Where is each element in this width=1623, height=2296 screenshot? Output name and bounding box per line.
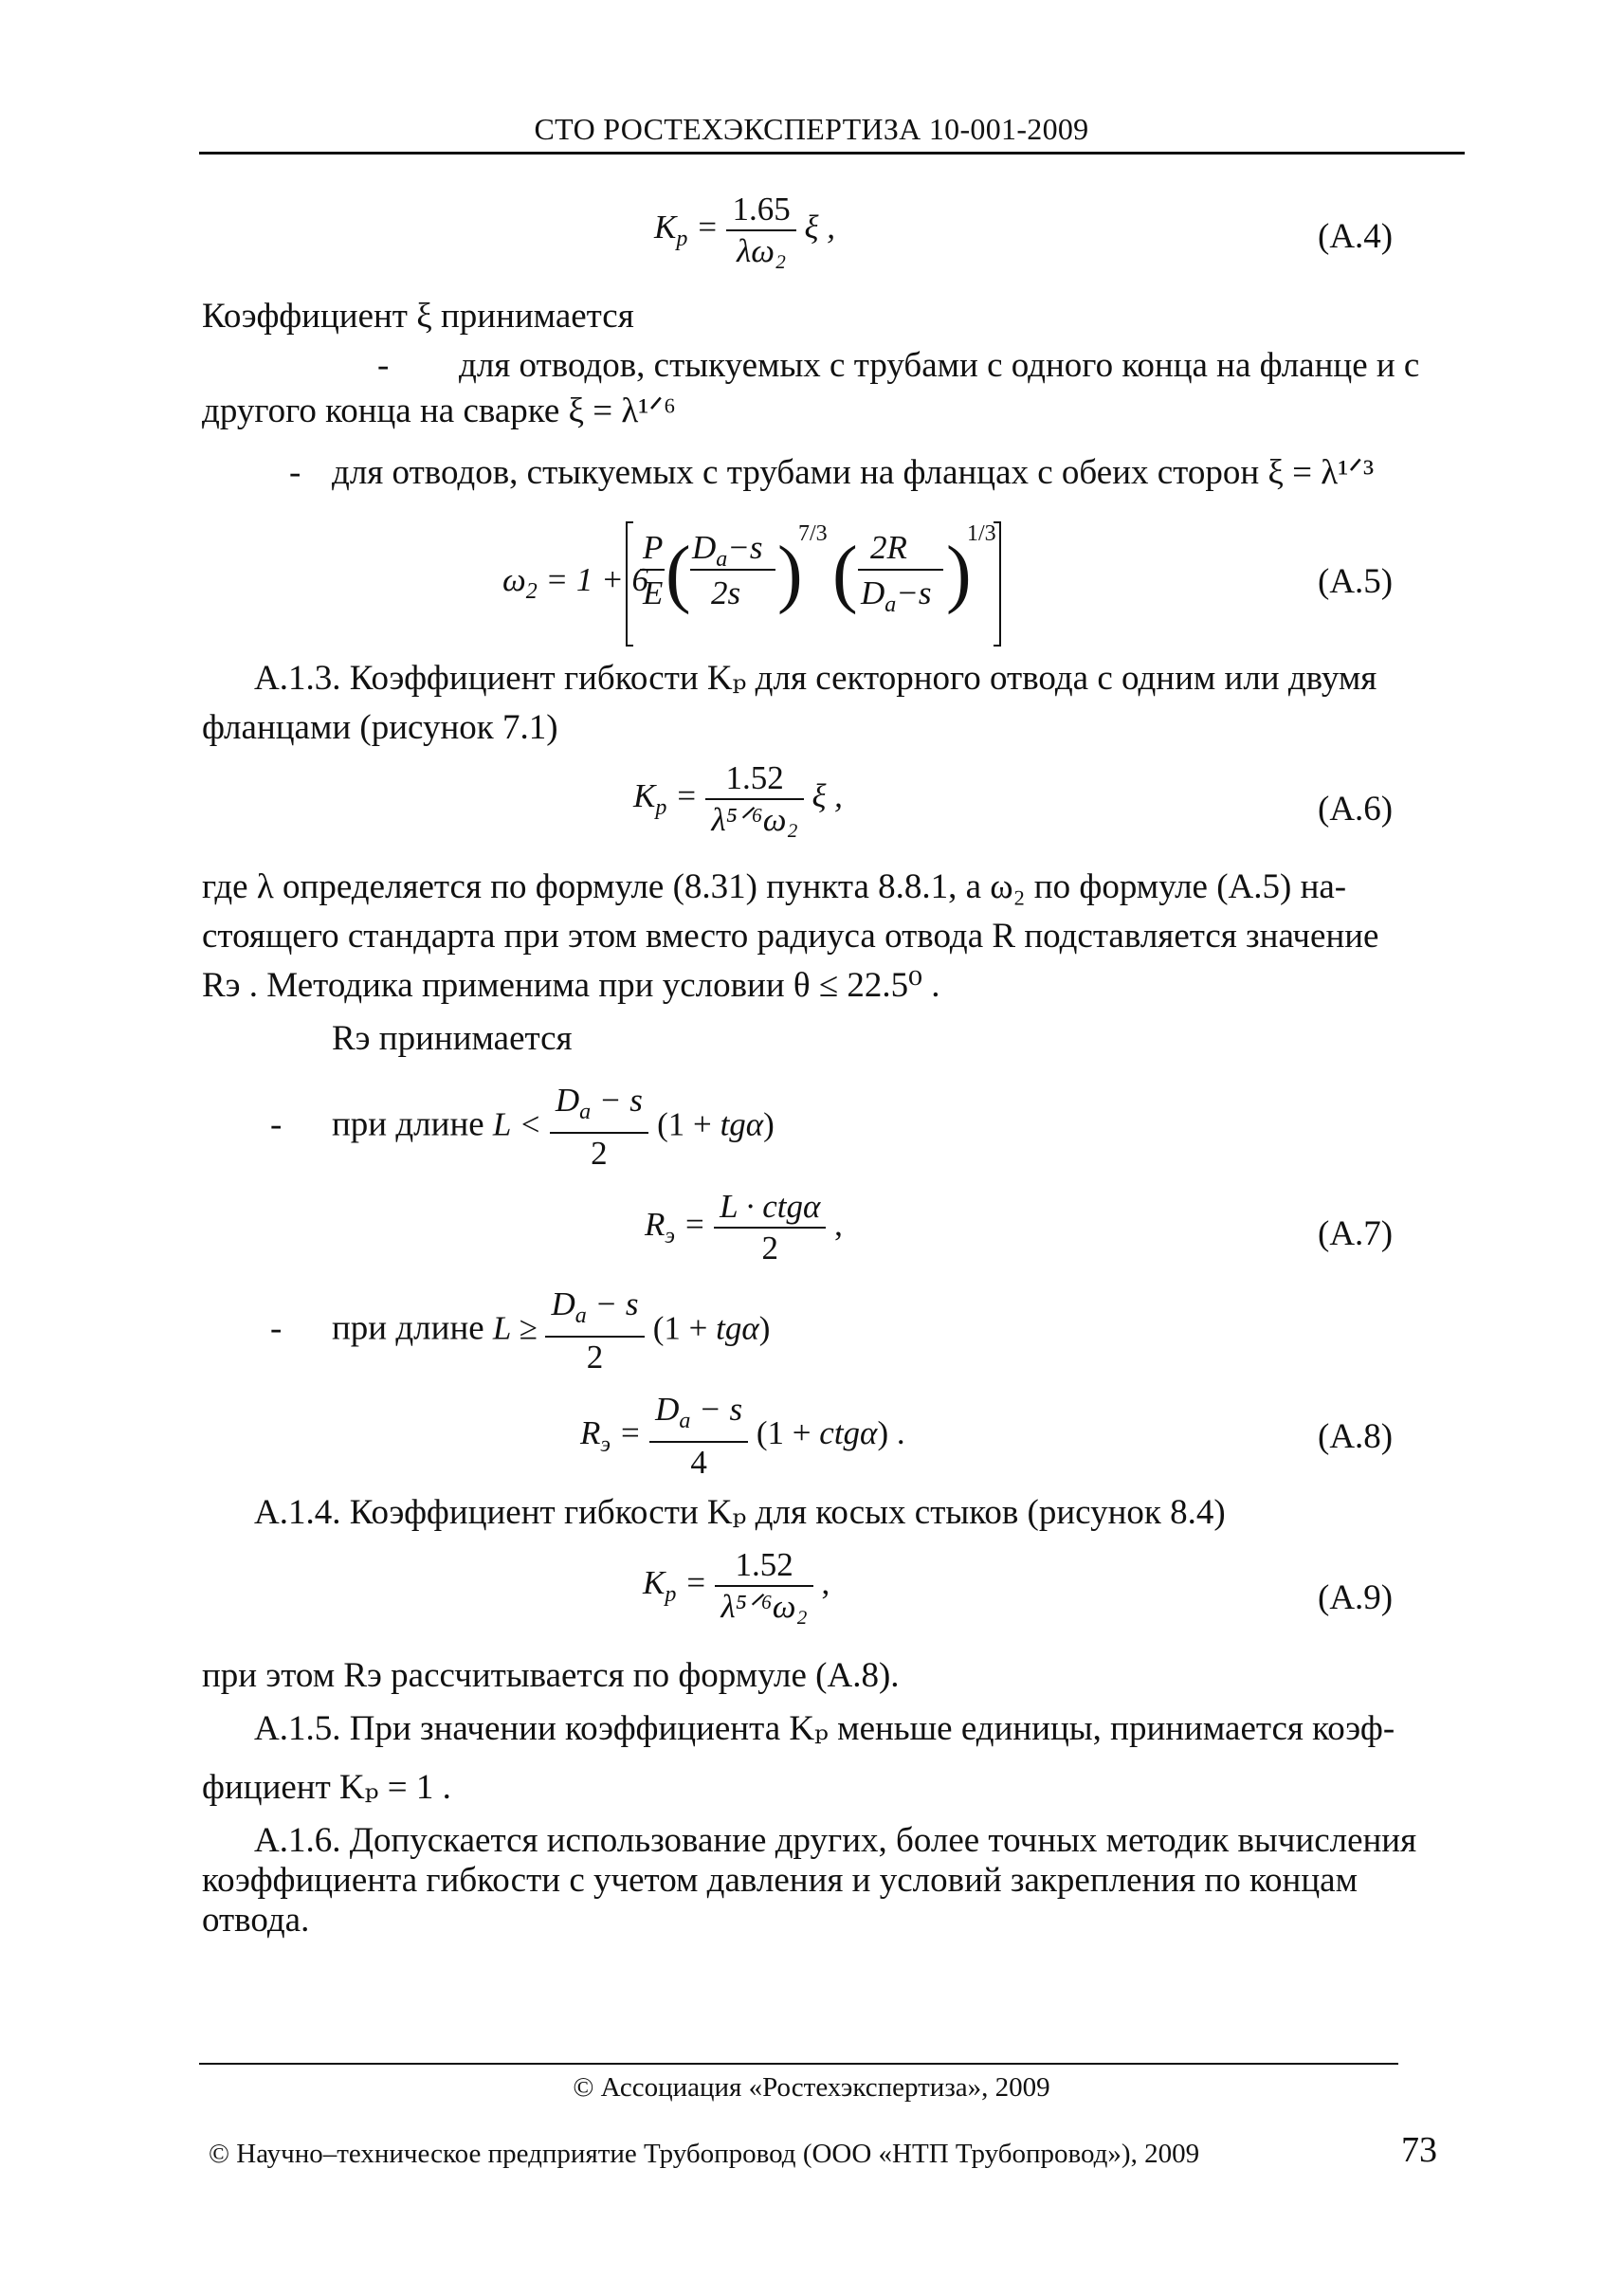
- eq-a6-den: λ⁵ᐟ⁶ω₂: [711, 801, 798, 838]
- equation-a8: $R_э$ = $\frac{D_a - s}{4}$ (1 + ctgα) .: [580, 1391, 905, 1481]
- paragraph-a16-line3: отвода.: [202, 1901, 310, 1940]
- paragraph-re: Rэ принимается: [332, 1019, 573, 1058]
- paragraph-a16-line1: A.1.6. Допускается использование других, более точных методик вычисления: [254, 1821, 1417, 1860]
- dash1-line2: другого конца на сварке ξ = λ¹ᐟ⁶: [202, 392, 676, 430]
- paragraph-a16-line2: коэффициента гибкости с учетом давления и условий закрепления по концам: [202, 1861, 1358, 1900]
- dash2-text: для отводов, стыкуемых с трубами на фланцах с обеих сторон ξ = λ¹ᐟ³: [332, 453, 1375, 492]
- eq-a7-den: 2: [761, 1230, 778, 1266]
- paragraph-where-line3: Rэ . Методика применима при условии θ ≤ 22.5⁰ .: [202, 966, 940, 1005]
- eq-a7-num: L · ctgα: [714, 1187, 826, 1229]
- eq-a4-den: λω₂: [737, 232, 787, 269]
- footer-company: © Научно–техническое предприятие Трубопровод (ООО «НТП Трубопровод»), 2009: [209, 2139, 1200, 2169]
- header-rule: [199, 152, 1465, 155]
- dash1-line1: для отводов, стыкуемых с трубами с одного конца на фланце и с: [459, 346, 1420, 385]
- equation-a4: $K_p$ = $\frac{1.65}{\text{λω₂}}$ ξ ,: [654, 191, 835, 269]
- paragraph-a14: A.1.4. Коэффициент гибкости Kₚ для косых стыков (рисунок 8.4): [254, 1493, 1226, 1532]
- eq-a4-tail: ξ ,: [804, 209, 835, 246]
- equation-a9: $K_p$ = $\frac{1.52}{\text{λ⁵ᐟ⁶ω₂}}$ ,: [643, 1546, 830, 1625]
- eq-a9-num: 1.52: [715, 1545, 812, 1587]
- dash4-label: при длине: [332, 1308, 484, 1348]
- eq-a6-num: 1.52: [705, 758, 803, 800]
- footer-association: © Ассоциация «Ростехэкспертиза», 2009: [573, 2072, 1050, 2103]
- eq-a7-label: (A.7): [1318, 1214, 1394, 1253]
- paragraph-after-a9: при этом Rэ рассчитывается по формуле (A.8).: [202, 1656, 900, 1695]
- dash-bullet-4: -: [270, 1309, 283, 1348]
- eq-a8-label: (A.8): [1318, 1417, 1394, 1456]
- footer-rule: [199, 2063, 1398, 2065]
- eq-a4-num: 1.65: [726, 190, 795, 231]
- eq-a5-label: (A.5): [1318, 562, 1394, 601]
- eq-a6-label: (A.6): [1318, 790, 1394, 829]
- eq-a4-label: (A.4): [1318, 217, 1394, 256]
- paragraph-a15-line2: фициент Kₚ = 1 .: [202, 1768, 451, 1807]
- paragraph-where-line2: стоящего стандарта при этом вместо радиуса отвода R подставляется значение: [202, 917, 1379, 956]
- equation-a7: $R_э$ = $\frac{\text{L · ctgα}}{2}$ ,: [645, 1188, 843, 1266]
- dash-bullet-2: -: [289, 453, 301, 492]
- dash4-text: при длине L ≥ $\frac{D_a - s}{2}$ (1 + tgα): [332, 1285, 771, 1376]
- paragraph-where-line1: где λ определяется по формуле (8.31) пункта 8.8.1, а ω₂ по формуле (A.5) на-: [202, 867, 1347, 906]
- paragraph-a13-line2: фланцами (рисунок 7.1): [202, 708, 558, 747]
- equation-a5: $\omega_2 = 1 + 6$ P E ( $D_a-s$ 2s ) 7/3 ( 2R $D_a-s$ ) 1/3: [502, 521, 1033, 645]
- paragraph-a13-line1: A.1.3. Коэффициент гибкости Kₚ для секторного отвода с одним или двумя: [254, 659, 1377, 698]
- eq-a6-tail: ξ ,: [812, 777, 843, 815]
- page-number: 73: [1401, 2130, 1437, 2170]
- paragraph-coefficient: Коэффициент ξ принимается: [202, 297, 634, 336]
- dash-bullet-1: -: [377, 346, 390, 385]
- paragraph-a15-line1: A.1.5. При значении коэффициента Kₚ меньше единицы, принимается коэф-: [254, 1709, 1395, 1748]
- dash-bullet-3: -: [270, 1105, 283, 1144]
- page-header: СТО РОСТЕХЭКСПЕРТИЗА 10-001-2009: [534, 112, 1089, 146]
- eq-a9-label: (A.9): [1318, 1578, 1394, 1617]
- equation-a6: $K_p$ = $\frac{1.52}{\text{λ⁵ᐟ⁶ω₂}}$ ξ ,: [633, 759, 843, 838]
- dash3-text: при длине L < $\frac{D_a - s}{2}$ (1 + tgα): [332, 1082, 775, 1172]
- dash3-label: при длине: [332, 1104, 484, 1144]
- eq-a9-den: λ⁵ᐟ⁶ω₂: [720, 1588, 808, 1625]
